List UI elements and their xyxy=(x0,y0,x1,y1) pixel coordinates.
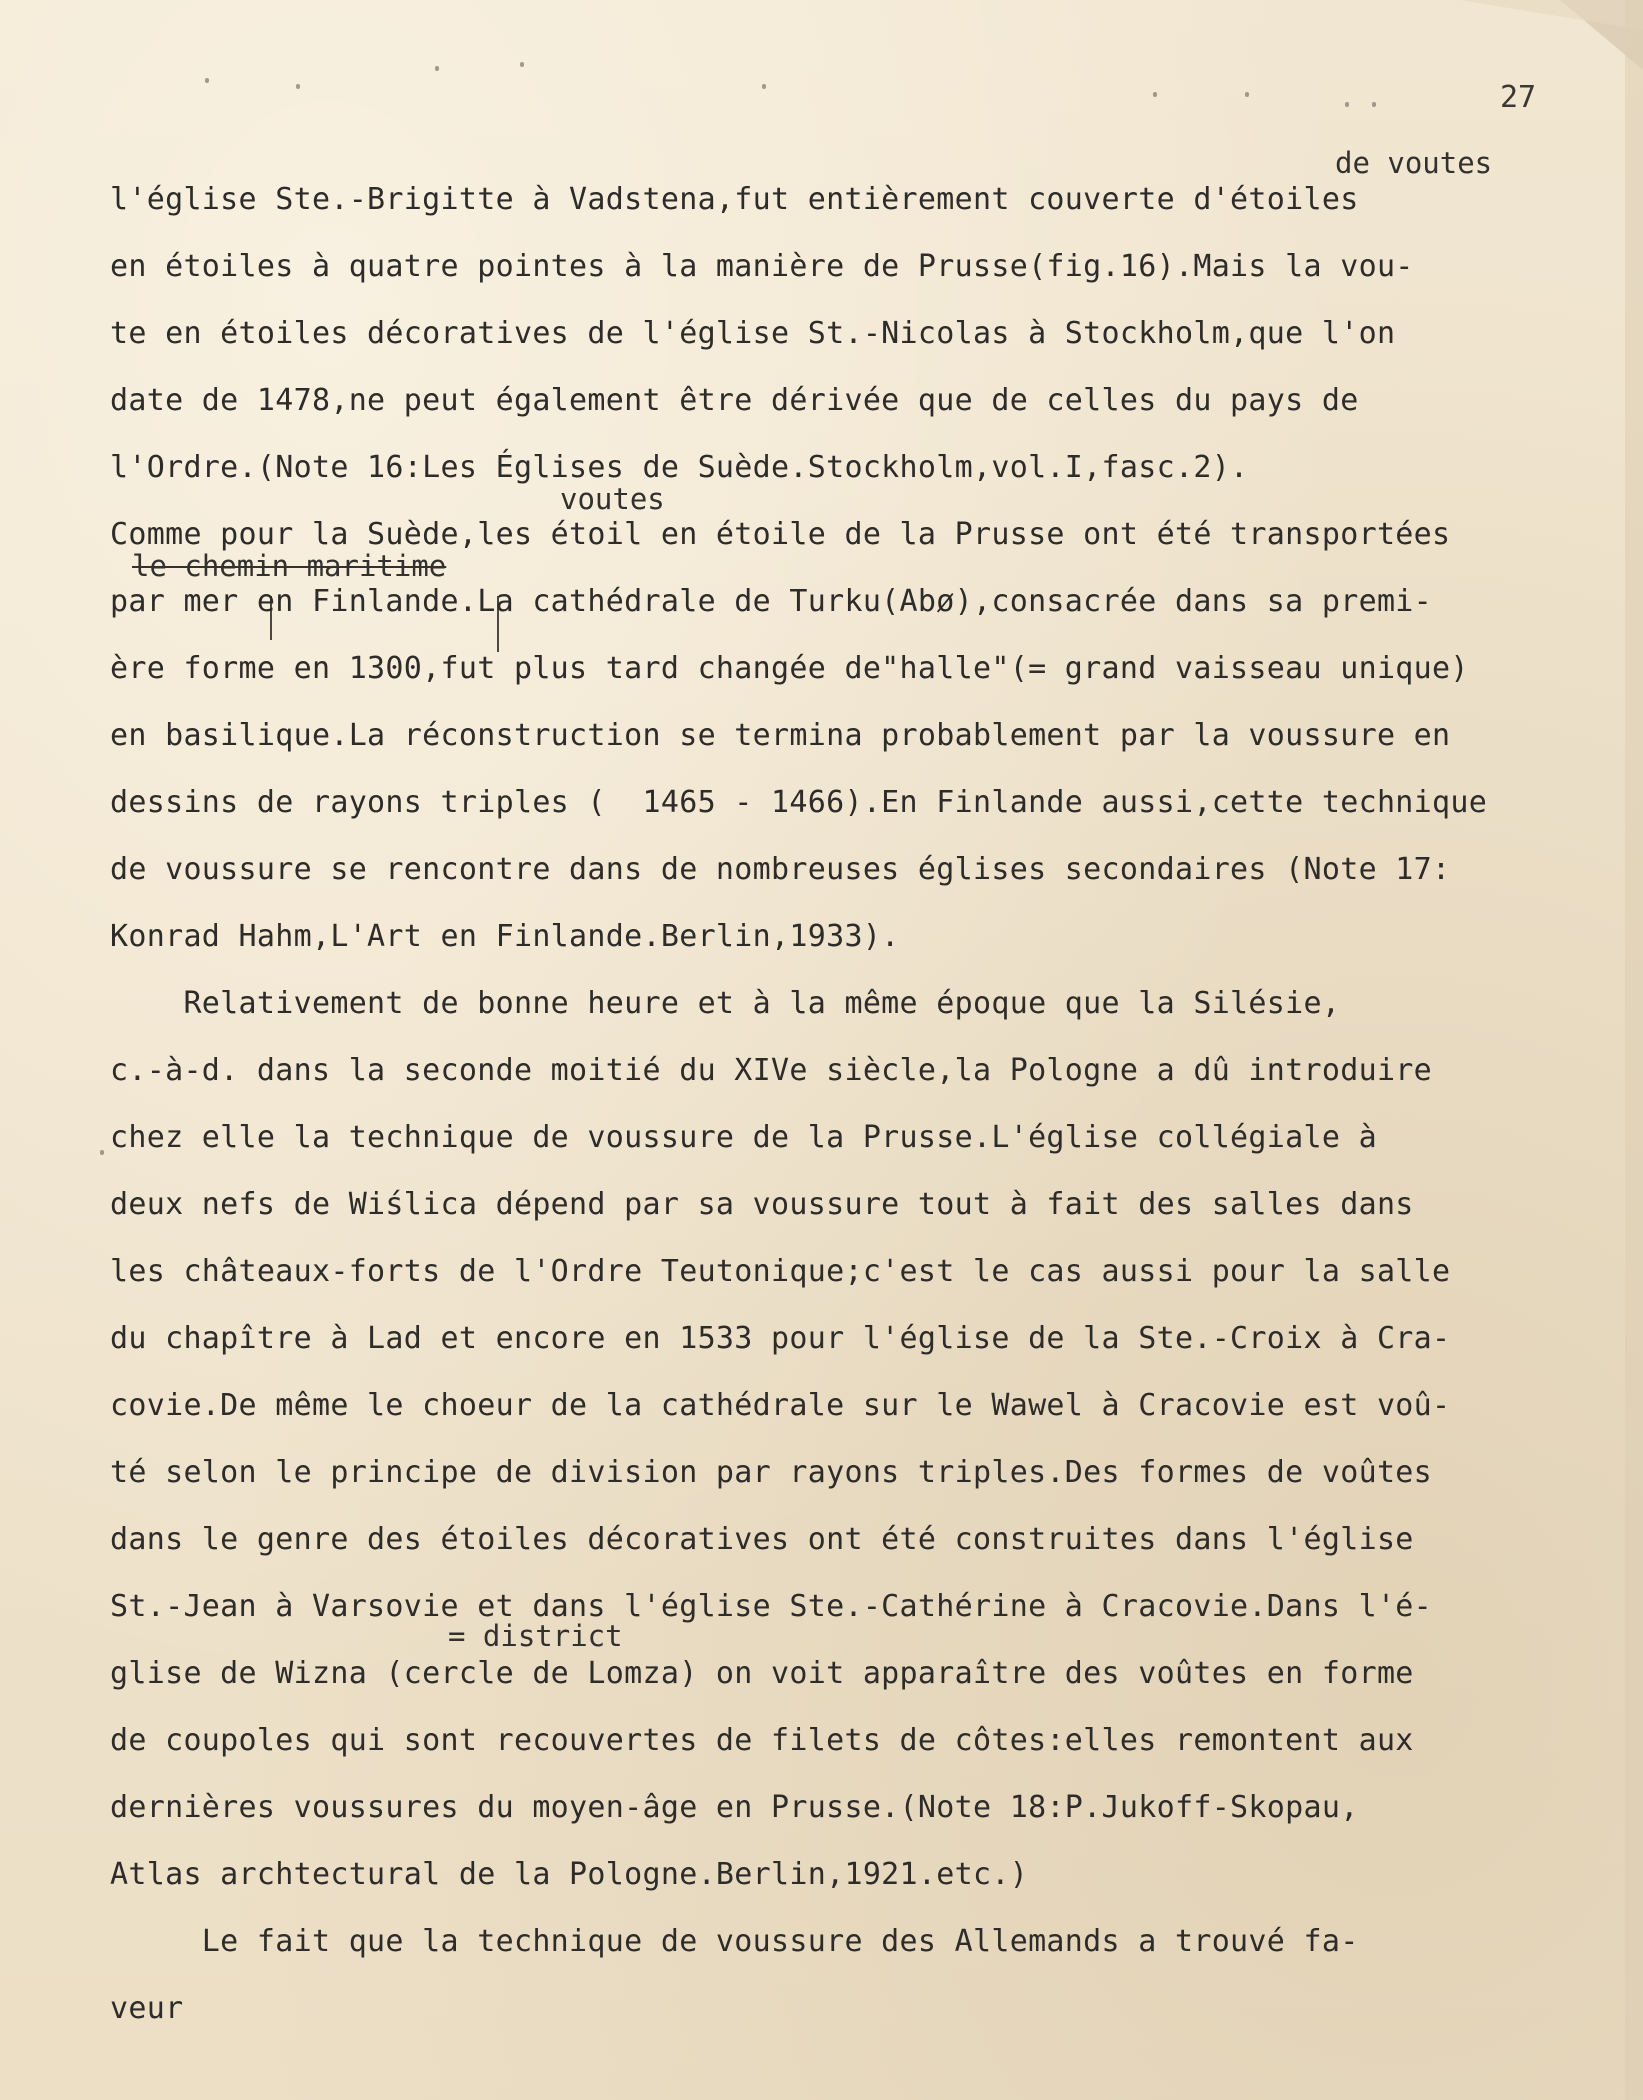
paper-speck xyxy=(100,1150,104,1155)
text-line: en basilique.La réconstruction se termina probablement par la voussure en xyxy=(110,718,1451,753)
paper-speck xyxy=(1372,102,1376,107)
text-line: en étoiles à quatre pointes à la manière de Prusse(fig.16).Mais la vou- xyxy=(110,249,1414,284)
text-line: covie.De même le choeur de la cathédrale sur le Wawel à Cracovie est voû- xyxy=(110,1388,1451,1423)
text-line: c.-à-d. dans la seconde moitié du XIVe siècle,la Pologne a dû introduire xyxy=(110,1053,1433,1088)
paper-speck xyxy=(296,84,300,89)
interlinear-correction: voutes xyxy=(560,482,665,516)
interlinear-correction: = district xyxy=(448,1619,623,1653)
paper-speck xyxy=(1345,102,1349,107)
page-number: 27 xyxy=(1500,80,1537,115)
paper-speck xyxy=(435,66,439,71)
text-line: dans le genre des étoiles décoratives ont été construites dans l'église xyxy=(110,1522,1414,1557)
text-line: les châteaux-forts de l'Ordre Teutonique;c'est le cas aussi pour la salle xyxy=(110,1254,1451,1289)
paper-speck xyxy=(1245,92,1249,97)
paper-speck xyxy=(1153,92,1157,97)
text-line: chez elle la technique de voussure de la Prusse.L'église collégiale à xyxy=(110,1120,1377,1155)
text-line: de coupoles qui sont recouvertes de filets de côtes:elles remontent aux xyxy=(110,1723,1414,1758)
text-line: te en étoiles décoratives de l'église St.-Nicolas à Stockholm,que l'on xyxy=(110,316,1396,351)
text-line: St.-Jean à Varsovie et dans l'église Ste.-Cathérine à Cracovie.Dans l'é- xyxy=(110,1589,1433,1624)
text-line: deux nefs de Wiślica dépend par sa voussure tout à fait des salles dans xyxy=(110,1187,1414,1222)
text-line: té selon le principe de division par rayons triples.Des formes de voûtes xyxy=(110,1455,1433,1490)
text-line: dernières voussures du moyen-âge en Prusse.(Note 18:P.Jukoff-Skopau, xyxy=(110,1790,1359,1825)
text-line: Le fait que la technique de voussure des Allemands a trouvé fa- xyxy=(110,1924,1359,1959)
text-line: du chapître à Lad et encore en 1533 pour l'église de la Ste.-Croix à Cra- xyxy=(110,1321,1451,1356)
paper-speck xyxy=(520,62,524,67)
text-line: Comme pour la Suède,les étoil en étoile de la Prusse ont été transportées xyxy=(110,517,1451,552)
paper-speck xyxy=(762,84,766,89)
interlinear-correction: le chemin maritime xyxy=(132,549,447,583)
text-line: l'église Ste.-Brigitte à Vadstena,fut entièrement couverte d'étoiles xyxy=(110,182,1359,217)
interlinear-correction: de voutes xyxy=(1335,146,1493,180)
text-line: Atlas archtectural de la Pologne.Berlin,1921.etc.) xyxy=(110,1857,1029,1892)
text-line: de voussure se rencontre dans de nombreuses églises secondaires (Note 17: xyxy=(110,852,1451,887)
paper-speck xyxy=(205,78,209,83)
text-line: Konrad Hahm,L'Art en Finlande.Berlin,1933). xyxy=(110,919,900,954)
text-line: Relativement de bonne heure et à la même époque que la Silésie, xyxy=(110,986,1341,1021)
text-line: date de 1478,ne peut également être dérivée que de celles du pays de xyxy=(110,383,1359,418)
text-line: l'Ordre.(Note 16:Les Églises de Suède.Stockholm,vol.I,fasc.2). xyxy=(110,450,1249,485)
text-line: par mer en Finlande.La cathédrale de Turku(Abø),consacrée dans sa premi- xyxy=(110,584,1433,619)
text-line: ère forme en 1300,fut plus tard changée de"halle"(= grand vaisseau unique) xyxy=(110,651,1469,686)
text-line: dessins de rayons triples ( 1465 - 1466).En Finlande aussi,cette technique xyxy=(110,785,1488,820)
text-line: veur xyxy=(110,1991,184,2026)
text-line: glise de Wizna (cercle de Lomza) on voit apparaître des voûtes en forme xyxy=(110,1656,1414,1691)
